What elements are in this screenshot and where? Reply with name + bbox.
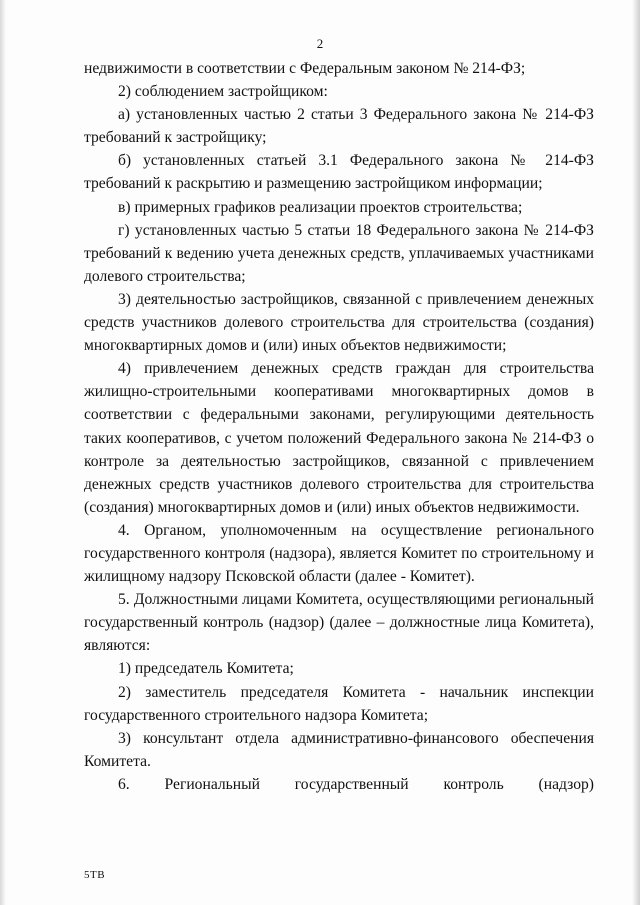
- paragraph-section-4: 4. Органом, уполномоченным на осуществление регионального государственного контроля (надзора), является Комитет по строительному и жилищному надзору Псковской области (далее - Комитет).: [84, 521, 594, 586]
- paragraph-section-5: 5. Должностными лицами Комитета, осуществляющими региональный государственный контроль (надзор) (далее – должностные лица Комитета), являются:: [84, 591, 594, 655]
- paragraph-item-4: 4) привлечением денежных средств граждан для строительства жилищно-строительными кооперативами многоквартирных домов в соответствии с федеральными законами, регулирующими деятельность таких кооперативов, с учетом положений Федерального закона № 214-ФЗ о контроле за деятельностью застройщиков, связанной с привлечением денежных средств участников долевого строительства для строительства (создания) многоквартирных домов и (или) иных объектов недвижимости.: [84, 360, 594, 516]
- page-number: 2: [316, 36, 324, 51]
- paragraph-subitem-g: г) установленных частью 5 статьи 18 Федерального закона № 214-ФЗ требований к ведению учета денежных средств, уплачиваемых участниками долевого строительства;: [84, 221, 594, 285]
- paragraph-official-2: 2) заместитель председателя Комитета - начальник инспекции государственного строительного надзора Комитета;: [84, 683, 594, 724]
- paragraph-subitem-a: а) установленных частью 2 статьи 3 Федерального закона № 214-ФЗ требований к застройщику;: [84, 106, 594, 147]
- paragraph-section-6: 6. Региональный государственный контроль (надзор): [118, 775, 594, 793]
- scan-edge-left: [0, 0, 6, 905]
- paragraph-subitem-b: б) установленных статьей 3.1 Федерального закона № 214-ФЗ требований к раскрытию и размещению застройщиком информации;: [84, 152, 594, 193]
- paragraph-item-3: 3) деятельностью застройщиков, связанной с привлечением денежных средств участников долевого строительства для строительства (создания) многоквартирных домов и (или) иных объектов недвижимости;: [84, 290, 594, 355]
- paragraph-official-3: 3) консультант отдела административно-финансового обеспечения Комитета.: [84, 729, 594, 770]
- footer-code: 5ТВ: [84, 869, 106, 881]
- paragraph-subitem-v: в) примерных графиков реализации проектов строительства;: [118, 198, 523, 216]
- paragraph-item-2: 2) соблюдением застройщиком:: [118, 83, 328, 101]
- scan-edge-right: [632, 0, 640, 905]
- document-body: [84, 57, 594, 796]
- paragraph-official-1: 1) председатель Комитета;: [118, 660, 294, 678]
- paragraph-continuation: недвижимости в соответствии с Федеральным законом № 214-ФЗ;: [84, 60, 526, 77]
